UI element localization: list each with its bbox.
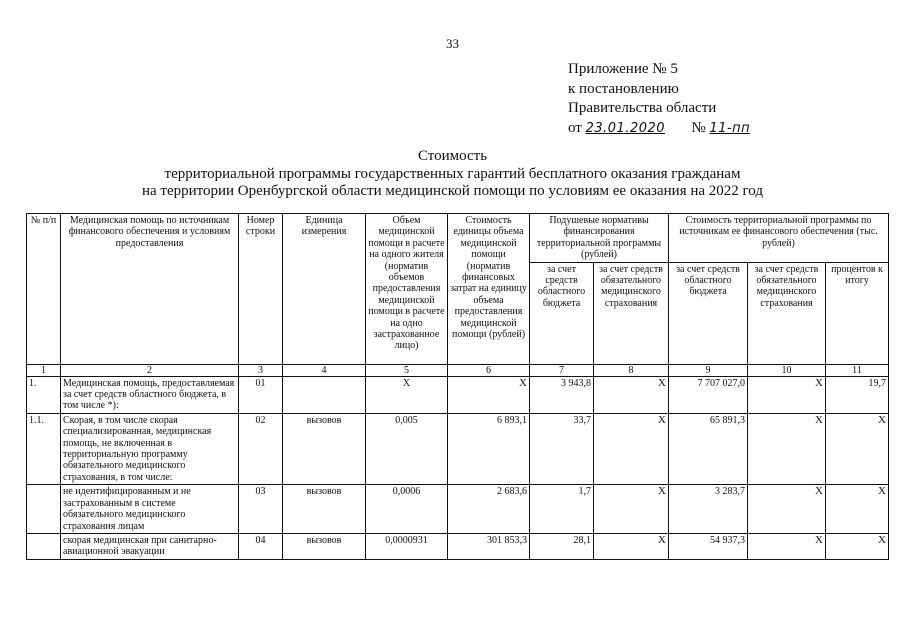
column-number: 3 [239,364,283,376]
appendix-title: Приложение № 5 [568,61,678,77]
number-prefix: № [691,119,706,136]
row-name: Скорая, в том числе скорая специализированная, медицинская помощь, не включенная в территориальную программу обязательного медицинского страхования, в том числе: [61,413,239,484]
row-total-oms: Х [748,533,826,559]
row-cost: 2 683,6 [448,485,530,534]
header-pc-oms: за счет средств обязательного медицинского страхования [594,262,669,364]
row-cost: 6 893,1 [448,413,530,484]
row-pc-oms: Х [594,413,669,484]
row-total-regional: 7 707 027,0 [669,376,748,413]
title-line-1: Стоимость [417,148,488,164]
row-pct: Х [826,533,889,559]
row-pct: Х [826,413,889,484]
header-total-pct: процентов к итогу [826,262,889,364]
row-total-oms: Х [748,413,826,484]
table-body [27,376,889,559]
column-number: 7 [530,364,594,376]
row-unit: вызовов [283,533,366,559]
cost-table [26,213,889,560]
row-unit: вызовов [283,485,366,534]
row-pct: Х [826,485,889,534]
row-total-oms: Х [748,485,826,534]
row-pc-oms: Х [594,485,669,534]
column-number: 5 [366,364,448,376]
row-pc-oms: Х [594,533,669,559]
document-title [0,148,905,201]
table-row [27,533,889,559]
header-pc-regional: за счет средств областного бюджета [530,262,594,364]
handwritten-number: 11-пп [709,120,751,136]
row-pc-regional: 28,1 [530,533,594,559]
column-number: 8 [594,364,669,376]
page-number: 33 [446,36,459,51]
row-total-regional: 65 891,3 [669,413,748,484]
column-numbers-row [27,364,889,376]
row-num: 1. [27,376,61,413]
table-row [27,413,889,484]
row-num [27,533,61,559]
row-unit [283,376,366,413]
table-row [27,376,889,413]
column-number: 6 [448,364,530,376]
row-line: 02 [239,413,283,484]
header-total-regional: за счет средств областного бюджета [669,262,748,364]
row-num [27,485,61,534]
header-care: Медицинская помощь по источникам финансового обеспечения и условиям предоставления [61,214,239,365]
row-name: скорая медицинская при санитарно-авиационной эвакуации [61,533,239,559]
row-cost: 301 853,3 [448,533,530,559]
row-name: Медицинская помощь, предоставляемая за счет средств областного бюджета, в том числе *): [61,376,239,413]
row-total-regional: 54 937,3 [669,533,748,559]
column-number: 9 [669,364,748,376]
column-number: 4 [283,364,366,376]
title-line-3: на территории Оренбургской области медицинской помощи по условиям ее оказания на 2022 год [141,183,764,199]
row-unit: вызовов [283,413,366,484]
appendix-government: Правительства области [568,100,717,116]
date-prefix: от [568,119,582,136]
header-unit: Единица измерения [283,214,366,365]
row-line: 01 [239,376,283,413]
row-volume: Х [366,376,448,413]
appendix-date-line [568,119,750,139]
header-num: № п/п [27,214,61,365]
header-volume: Объем медицинской помощи в расчете на одного жителя (норматив объемов предоставления медицинской помощи в расчете на одно застрахованное лицо) [366,214,448,365]
row-pc-regional: 3 943,8 [530,376,594,413]
column-number: 2 [61,364,239,376]
row-pct: 19,7 [826,376,889,413]
row-line: 03 [239,485,283,534]
row-cost: Х [448,376,530,413]
row-volume: 0,005 [366,413,448,484]
header-line-no: Номер строки [239,214,283,365]
column-number: 10 [748,364,826,376]
title-line-2: территориальной программы государственных гарантий бесплатного оказания гражданам [164,165,741,182]
row-num: 1.1. [27,413,61,484]
row-pc-regional: 33,7 [530,413,594,484]
column-number: 11 [826,364,889,376]
column-number: 1 [27,364,61,376]
row-total-regional: 3 283,7 [669,485,748,534]
row-pc-regional: 1,7 [530,485,594,534]
row-total-oms: Х [748,376,826,413]
header-total-oms: за счет средств обязательного медицинского страхования [748,262,826,364]
row-pc-oms: Х [594,376,669,413]
appendix-block [568,60,750,138]
table-header [27,214,889,377]
appendix-resolution: к постановлению [568,80,679,97]
header-cost: Стоимость единицы объема медицинской помощи (норматив финансовых затрат на единицу объема предоставления медицинской помощи (рублей) [448,214,530,365]
row-name: не идентифицированным и не застрахованным в системе обязательного медицинского страхования лицам [61,485,239,534]
row-volume: 0,0000931 [366,533,448,559]
handwritten-date: 23.01.2020 [585,120,666,136]
header-total-cost: Стоимость территориальной программы по источникам ее финансового обеспечения (тыс. рублей) [669,214,889,263]
row-line: 04 [239,533,283,559]
table-row [27,485,889,534]
row-volume: 0,0006 [366,485,448,534]
header-per-capita: Подушевые нормативы финансирования территориальной программы (рублей) [530,214,669,263]
